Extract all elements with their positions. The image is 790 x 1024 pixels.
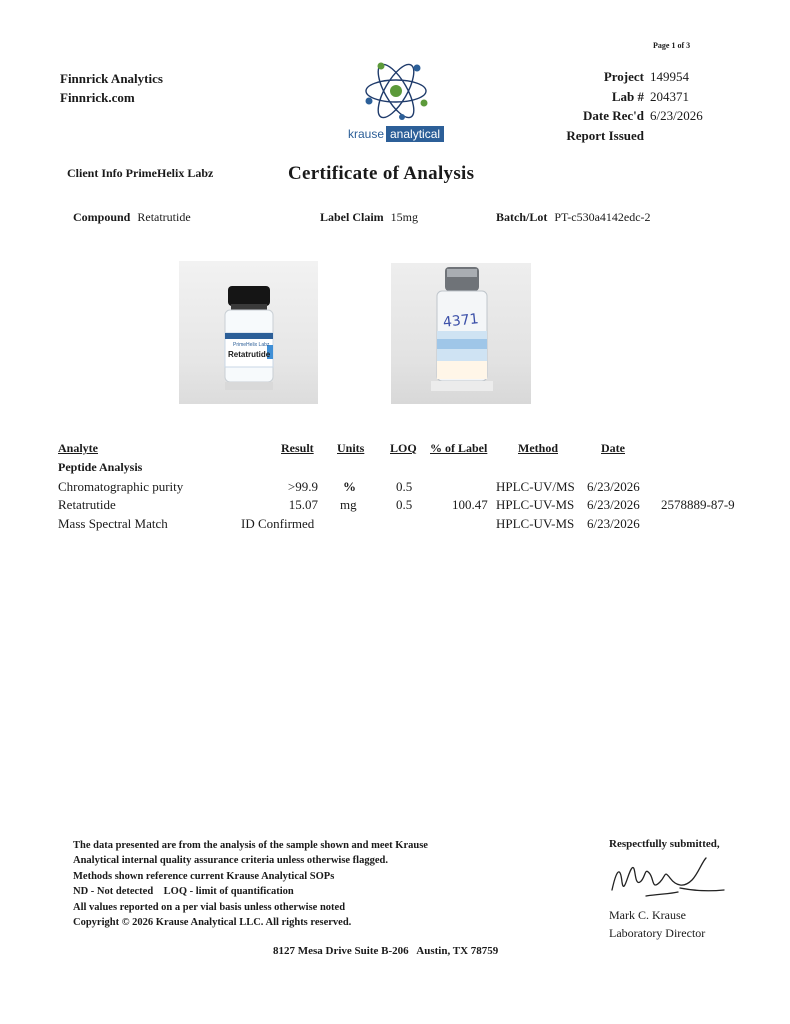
row2-cas-number: 2578889-87-9 bbox=[661, 497, 735, 512]
sample-photo-front bbox=[179, 261, 318, 404]
lab-name: Finnrick Analytics bbox=[60, 71, 163, 86]
row3-method: HPLC-UV-MS bbox=[496, 516, 575, 531]
row2-analyte: Retatrutide bbox=[58, 497, 116, 512]
note-line: The data presented are from the analysis of the sample shown and meet Krause bbox=[73, 840, 428, 851]
row2-result: 15.07 bbox=[288, 497, 318, 512]
row2-date: 6/23/2026 bbox=[587, 497, 640, 512]
col-result: Result bbox=[281, 441, 314, 455]
compound-label: Compound bbox=[73, 210, 131, 224]
report-issued-label: Report Issued bbox=[566, 127, 644, 143]
col-pct-label: % of Label bbox=[430, 441, 488, 455]
signer-block bbox=[609, 906, 705, 942]
disclaimer-notes bbox=[73, 838, 428, 930]
col-method: Method bbox=[518, 441, 558, 455]
claim-value: 15mg bbox=[390, 210, 419, 224]
claim-label: Label Claim bbox=[320, 210, 384, 224]
batch-value: PT-c530a4142edc-2 bbox=[554, 210, 651, 224]
col-date: Date bbox=[601, 441, 625, 455]
note-line: Copyright © 2026 Krause Analytical LLC. All rights reserved. bbox=[73, 917, 352, 929]
client-info bbox=[67, 166, 213, 181]
vial1-brand: PrimeHelix Labz bbox=[233, 342, 270, 348]
client-label: Client Info bbox=[67, 166, 123, 180]
label-claim-info bbox=[320, 210, 418, 225]
row1-method: HPLC-UV/MS bbox=[496, 479, 575, 494]
row1-analyte: Chromatographic purity bbox=[58, 479, 184, 494]
row2-units: mg bbox=[340, 497, 357, 512]
row1-result: >99.9 bbox=[287, 479, 318, 494]
row3-date: 6/23/2026 bbox=[587, 516, 640, 531]
page-number: Page 1 of 3 bbox=[653, 41, 691, 50]
vial1-name: Retatrutide bbox=[228, 350, 271, 359]
signoff-text: Respectfully submitted, bbox=[609, 838, 720, 850]
date-received-label: Date Rec'd bbox=[582, 108, 644, 123]
row1-units: % bbox=[343, 479, 356, 494]
date-received-value: 6/23/2026 bbox=[650, 108, 703, 123]
client-value: PrimeHelix Labz bbox=[125, 166, 214, 180]
project-label: Project bbox=[603, 69, 644, 84]
row1-loq: 0.5 bbox=[396, 479, 413, 494]
sample-photo-labeled bbox=[391, 263, 531, 404]
logo-word-krause: krause bbox=[347, 127, 384, 141]
note-line: Methods shown reference current Krause Analytical SOPs bbox=[73, 870, 335, 882]
document-title: Certificate of Analysis bbox=[288, 163, 475, 184]
row1-date: 6/23/2026 bbox=[587, 479, 640, 494]
lab-info bbox=[60, 69, 163, 107]
vial2-handwritten-id: 4371 bbox=[442, 311, 480, 331]
signer-name: Mark C. Krause bbox=[609, 908, 686, 922]
row3-result: ID Confirmed bbox=[241, 516, 315, 531]
lab-website: Finnrick.com bbox=[60, 90, 135, 105]
row2-pct: 100.47 bbox=[452, 497, 488, 512]
row2-loq: 0.5 bbox=[396, 497, 413, 512]
compound-info bbox=[73, 210, 191, 225]
logo-word-analytical: analytical bbox=[386, 126, 444, 142]
batch-label: Batch/Lot bbox=[496, 210, 548, 224]
lab-address: 8127 Mesa Drive Suite B-206 Austin, TX 78759 bbox=[273, 945, 499, 957]
lab-number-label: Lab # bbox=[611, 88, 644, 104]
col-loq: LOQ bbox=[390, 441, 417, 455]
note-line: ND - Not detected LOQ - limit of quantification bbox=[73, 886, 294, 898]
col-analyte: Analyte bbox=[58, 441, 98, 455]
report-meta bbox=[520, 67, 703, 145]
col-units: Units bbox=[337, 441, 365, 455]
row2-method: HPLC-UV-MS bbox=[496, 497, 575, 512]
compound-value: Retatrutide bbox=[137, 210, 191, 224]
note-line: All values reported on a per vial basis unless otherwise noted bbox=[73, 901, 346, 913]
signer-title: Laboratory Director bbox=[609, 926, 706, 940]
batch-info bbox=[496, 210, 651, 225]
section-peptide-analysis: Peptide Analysis bbox=[58, 460, 143, 474]
project-value: 149954 bbox=[650, 69, 689, 84]
lab-number-value: 204371 bbox=[650, 88, 689, 104]
row3-analyte: Mass Spectral Match bbox=[58, 516, 168, 531]
note-line: Analytical internal quality assurance criteria unless otherwise flagged. bbox=[73, 855, 388, 867]
signature-image bbox=[606, 852, 726, 907]
krause-logo bbox=[342, 55, 450, 145]
atom-icon bbox=[342, 55, 450, 125]
